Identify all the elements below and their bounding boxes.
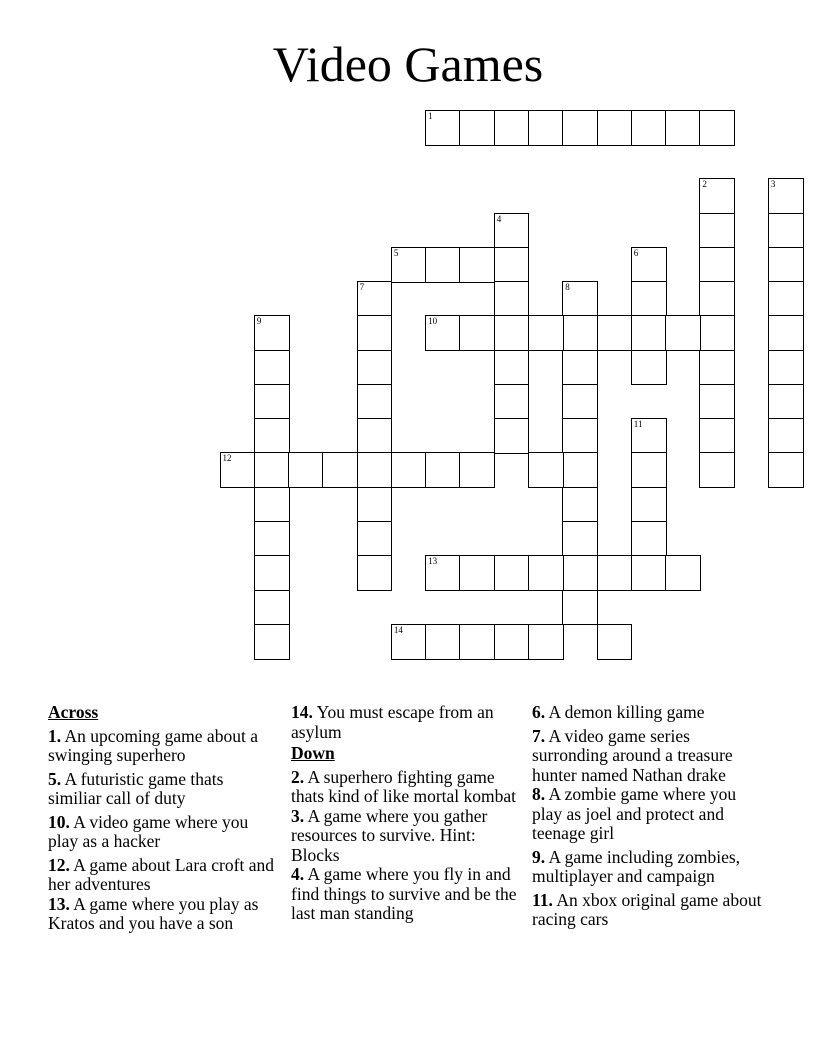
grid-cell[interactable] [562,350,598,386]
grid-cell[interactable] [288,452,324,488]
grid-cell[interactable] [254,624,290,660]
clue-across-1: 1. An upcoming game about a swinging superhero [48,725,258,765]
grid-cell[interactable] [768,281,804,317]
grid-cell[interactable] [768,315,804,351]
grid-cell[interactable] [631,281,667,317]
clue-number: 14 [393,624,403,635]
grid-cell[interactable] [357,555,393,591]
grid-cell[interactable] [459,315,495,351]
grid-cell[interactable] [528,624,564,660]
grid-cell[interactable] [357,521,393,557]
grid-cell[interactable] [631,418,667,454]
grid-cell[interactable] [459,452,495,488]
clue-down-3: 3. A game where you gather resources to survive. Hint: Blocks [291,805,488,865]
grid-cell[interactable] [768,213,804,249]
grid-cell[interactable] [768,178,804,214]
clues-column-3 [532,702,764,930]
clue-number: 13 [428,556,438,567]
grid-cell[interactable] [768,452,804,488]
grid-cell[interactable] [562,555,598,591]
grid-cell[interactable] [528,110,564,146]
grid-cell[interactable] [528,555,564,591]
grid-cell[interactable] [768,384,804,420]
grid-cell[interactable] [254,487,290,523]
grid-cell[interactable] [357,487,393,523]
grid-cell[interactable] [631,315,667,351]
grid-cell[interactable] [597,110,633,146]
grid-cell[interactable] [631,521,667,557]
grid-cell[interactable] [562,110,598,146]
grid-cell[interactable] [425,247,461,283]
grid-cell[interactable] [699,418,735,454]
grid-cell[interactable] [254,350,290,386]
grid-cell[interactable] [768,247,804,283]
grid-cell[interactable] [562,315,598,351]
clue-number: 4 [496,213,502,224]
grid-cell[interactable] [699,178,735,214]
grid-cell[interactable] [597,555,633,591]
clue-down-2: 2. A superhero fighting game thats kind of like mortal kombat [291,766,517,806]
grid-cell[interactable] [768,350,804,386]
grid-cell[interactable] [699,350,735,386]
grid-cell[interactable] [562,590,598,626]
grid-cell[interactable] [357,281,393,317]
grid-cell[interactable] [357,452,393,488]
grid-cell[interactable] [699,384,735,420]
clue-down-4: 4. A game where you fly in and find things to survive and be the last man standing [291,864,517,923]
clue-down-9: 9. A game including zombies, multiplayer and campaign [532,846,741,886]
grid-cell[interactable] [494,281,530,317]
grid-cell[interactable] [459,624,495,660]
grid-cell[interactable] [597,315,633,351]
grid-cell[interactable] [528,452,564,488]
clues-column-2 [291,702,523,924]
grid-cell[interactable] [425,110,461,146]
grid-cell[interactable] [699,110,735,146]
grid-cell[interactable] [665,315,701,351]
grid-cell[interactable] [220,452,256,488]
clue-number: 6 [633,247,639,258]
grid-cell[interactable] [494,247,530,283]
grid-cell[interactable] [631,350,667,386]
grid-cell[interactable] [494,555,530,591]
grid-cell[interactable] [562,452,598,488]
grid-cell[interactable] [699,247,735,283]
clue-across-13: 13. A game where you play as Kratos and you have a son [48,893,259,933]
grid-cell[interactable] [459,247,495,283]
grid-cell[interactable] [665,555,701,591]
grid-cell[interactable] [357,384,393,420]
clue-down-7: 7. A video game series surronding around a treasure hunter named Nathan drake [532,725,733,785]
grid-cell[interactable] [699,281,735,317]
grid-cell[interactable] [528,315,564,351]
grid-cell[interactable] [597,624,633,660]
grid-cell[interactable] [562,418,598,454]
clue-across-12: 12. A game about Lara croft and her adventures [48,854,274,894]
grid-cell[interactable] [562,384,598,420]
clue-across-5: 5. A futuristic game thats similiar call of duty [48,768,224,808]
grid-cell[interactable] [494,418,530,454]
grid-cell[interactable] [562,521,598,557]
grid-cell[interactable] [562,281,598,317]
grid-cell[interactable] [631,247,667,283]
clue-number: 1 [428,110,433,121]
grid-cell[interactable] [631,487,667,523]
clue-number: 8 [565,282,570,293]
grid-cell[interactable] [494,384,530,420]
grid-cell[interactable] [357,315,393,351]
grid-cell[interactable] [562,487,598,523]
grid-cell[interactable] [459,110,495,146]
grid-cell[interactable] [254,418,290,454]
grid-cell[interactable] [494,110,530,146]
grid-cell[interactable] [425,315,461,351]
grid-cell[interactable] [699,315,735,351]
grid-cell[interactable] [459,555,495,591]
clue-number: 12 [222,453,232,464]
clue-down-6: 6. A demon killing game [532,702,705,722]
grid-cell[interactable] [768,418,804,454]
grid-cell[interactable] [391,452,427,488]
clue-down-11: 11. An xbox original game about racing cars [532,889,762,929]
grid-cell[interactable] [322,452,358,488]
grid-cell[interactable] [254,315,290,351]
grid-cell[interactable] [254,555,290,591]
clue-number: 3 [770,179,776,190]
puzzle-title: Video Games [272,36,544,92]
grid-cell[interactable] [254,521,290,557]
grid-cell[interactable] [631,110,667,146]
grid-cell[interactable] [425,555,461,591]
grid-cell[interactable] [494,350,530,386]
grid-cell[interactable] [391,247,427,283]
grid-cell[interactable] [254,452,290,488]
grid-cell[interactable] [254,590,290,626]
clue-number: 9 [256,316,262,327]
clue-number: 5 [393,247,399,258]
across-header: Across [48,702,99,722]
clue-number: 2 [702,179,707,190]
grid-cell[interactable] [665,110,701,146]
grid-cell[interactable] [494,315,530,351]
grid-cell[interactable] [494,213,530,249]
down-header: Down [291,743,335,763]
grid-cell[interactable] [254,384,290,420]
clue-across-14: 14. You must escape from an asylum [291,702,494,742]
grid-cell[interactable] [494,624,530,660]
grid-cell[interactable] [357,350,393,386]
clue-number: 11 [633,419,643,430]
grid-cell[interactable] [631,555,667,591]
grid-cell[interactable] [425,624,461,660]
grid-cell[interactable] [425,452,461,488]
grid-cell[interactable] [699,452,735,488]
clue-number: 10 [428,316,438,327]
clue-number: 7 [359,282,365,293]
clue-across-10: 10. A video game where you play as a hacker [48,811,249,851]
grid-cell[interactable] [631,452,667,488]
clue-down-8: 8. A zombie game where you play as joel and protect and teenage girl [532,784,737,843]
grid-cell[interactable] [391,624,427,660]
clues-column-1 [48,702,280,934]
grid-cell[interactable] [357,418,393,454]
grid-cell[interactable] [699,213,735,249]
